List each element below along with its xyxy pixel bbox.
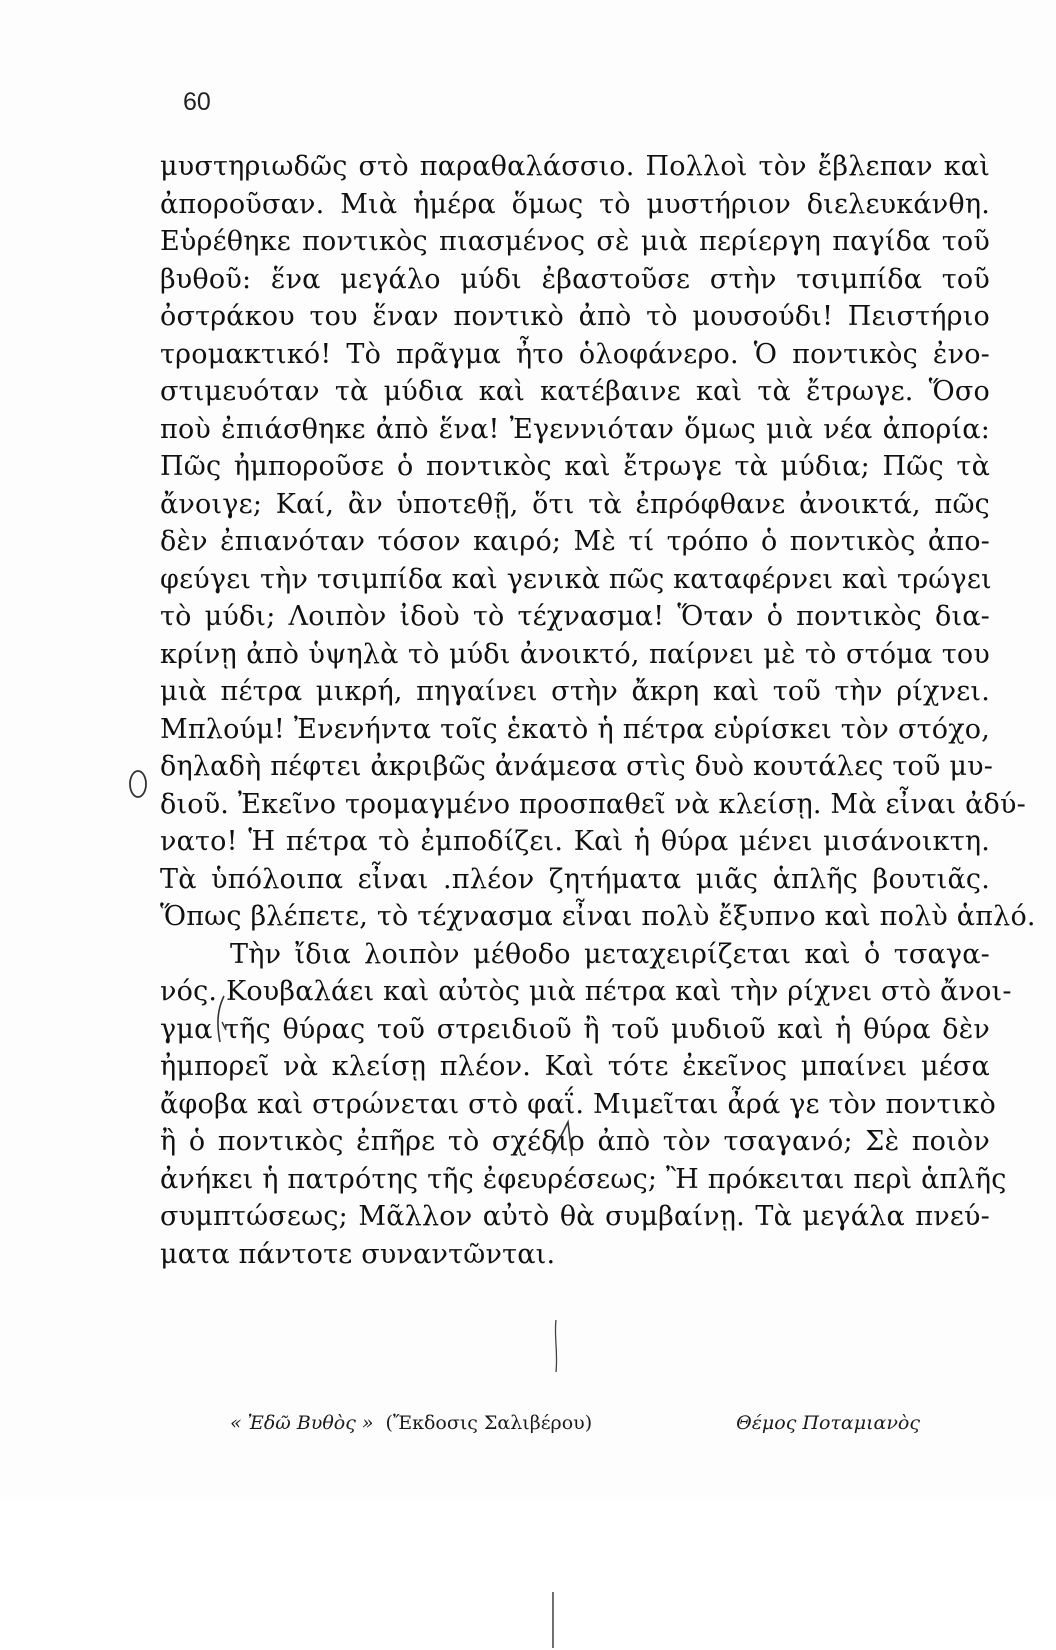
- text-line: ὀστράκου του ἕναν ποντικὸ ἀπὸ τὸ μουσούδι! Πειστήριο: [160, 301, 990, 332]
- source-reference: [230, 1412, 592, 1434]
- text-line: ἠμπορεῖ νὰ κλείσῃ πλέον. Καὶ τότε ἐκεῖνος μπαίνει μέσα: [160, 1051, 990, 1082]
- handwritten-vertical-line: [548, 1590, 558, 1650]
- text-line: συμπτώσεως; Μᾶλλον αὐτὸ θὰ συμβαίνῃ. Τὰ μεγάλα πνεύ-: [160, 1201, 990, 1232]
- text-line: βυθοῦ: ἕνα μεγάλο μύδι ἐβαστοῦσε στὴν τσιμπίδα τοῦ: [160, 263, 990, 295]
- body-text: [160, 148, 1036, 1273]
- text-line: δηλαδὴ πέφτει ἀκριβῶς ἀνάμεσα στὶς δυὸ κουτάλες τοῦ μυ-: [160, 751, 994, 782]
- page-number: 60: [183, 88, 211, 116]
- source-title: « Ἐδῶ Βυθὸς »: [230, 1412, 374, 1434]
- text-line: τρομακτικό! Τὸ πρᾶγμα ἦτο ὁλοφάνερο. Ὁ ποντικὸς ἐνο-: [160, 338, 990, 370]
- text-line: νός. Κουβαλάει καὶ αὐτὸς μιὰ πέτρα καὶ τὴν ρίχνει στὸ ἄνοι-: [160, 976, 1012, 1007]
- text-line: ἀποροῦσαν. Μιὰ ἡμέρα ὅμως τὸ μυστήριον διελευκάνθη.: [160, 188, 990, 220]
- text-line: ἄνοιγε; Καί, ἂν ὑποτεθῇ, ὅτι τὰ ἐπρόφθανε ἀνοικτά, πῶς: [160, 488, 990, 520]
- text-line: μυστηριωδῶς στὸ παραθαλάσσιο. Πολλοὶ τὸν ἔβλεπαν καὶ: [160, 151, 990, 182]
- text-line: κρίνῃ ἀπὸ ὑψηλὰ τὸ μύδι ἀνοικτό, παίρνει μὲ τὸ στόμα του: [160, 638, 990, 670]
- text-line: δὲν ἐπιανόταν τόσον καιρό; Μὲ τί τρόπο ὁ ποντικὸς ἀπο-: [160, 526, 990, 557]
- text-line: ἄφοβα καὶ στρώνεται στὸ φαΐ. Μιμεῖται ἆρά γε τὸν ποντικὸ: [160, 1088, 996, 1120]
- text-line: διοῦ. Ἐκεῖνο τρομαγμένο προσπαθεῖ νὰ κλείσῃ. Μὰ εἶναι ἀδύ-: [160, 788, 1026, 820]
- text-line: Τὰ ὑπόλοιπα εἶναι .πλέον ζητήματα μιᾶς ἁπλῆς βουτιᾶς.: [160, 863, 990, 895]
- text-line: ἀνήκει ἡ πατρότης τῆς ἐφευρέσεως; Ἢ πρόκειται περὶ ἁπλῆς: [160, 1163, 1007, 1195]
- handwritten-circle-mark: [126, 766, 150, 802]
- text-line: μιὰ πέτρα μικρή, πηγαίνει στὴν ἄκρη καὶ τοῦ τὴν ρίχνει.: [160, 676, 990, 707]
- text-line: γμα τῆς θύρας τοῦ στρειδιοῦ ἢ τοῦ μυδιοῦ καὶ ἡ θύρα δὲν: [160, 1013, 990, 1045]
- text-line: νατο! Ἡ πέτρα τὸ ἐμποδίζει. Καὶ ἡ θύρα μένει μισάνοικτη.: [160, 826, 990, 857]
- text-line: ματα πάντοτε συναντῶνται.: [160, 1238, 556, 1270]
- text-line: στιμευόταν τὰ μύδια καὶ κατέβαινε καὶ τὰ ἔτρωγε. Ὅσο: [160, 376, 990, 407]
- text-line: Μπλούμ! Ἐνενήντα τοῖς ἑκατὸ ἡ πέτρα εὑρίσκει τὸν στόχο,: [160, 713, 990, 745]
- text-line: ἢ ὁ ποντικὸς ἐπῆρε τὸ σχέδιο ἀπὸ τὸν τσαγανό; Σὲ ποιὸν: [160, 1126, 990, 1157]
- handwritten-end-line: [550, 1318, 562, 1374]
- text-line: τὸ μύδι; Λοιπὸν ἰδοὺ τὸ τέχνασμα! Ὅταν ὁ ποντικὸς δια-: [160, 601, 990, 632]
- author-name: Θέμος Ποταμιανὸς: [736, 1412, 920, 1434]
- text-line: ποὺ ἐπιάσθηκε ἀπὸ ἕνα! Ἐγεννιόταν ὅμως μιὰ νέα ἀπορία:: [160, 413, 990, 445]
- text-line: Ὅπως βλέπετε, τὸ τέχνασμα εἶναι πολὺ ἔξυπνο καὶ πολὺ ἁπλό.: [160, 901, 1036, 932]
- text-line: φεύγει τὴν τσιμπίδα καὶ γενικὰ πῶς καταφέρνει καὶ τρώγει: [160, 563, 992, 595]
- text-line: Εὑρέθηκε ποντικὸς πιασμένος σὲ μιὰ περίεργη παγίδα τοῦ: [160, 226, 990, 257]
- text-line: Πῶς ἠμποροῦσε ὁ ποντικὸς καὶ ἔτρωγε τὰ μύδια; Πῶς τὰ: [160, 451, 990, 482]
- text-line-paragraph-start: Τὴν ἴδια λοιπὸν μέθοδο μεταχειρίζεται καὶ ὁ τσαγα-: [230, 938, 990, 970]
- publisher: (Ἔκδοσις Σαλιβέρου): [385, 1412, 593, 1434]
